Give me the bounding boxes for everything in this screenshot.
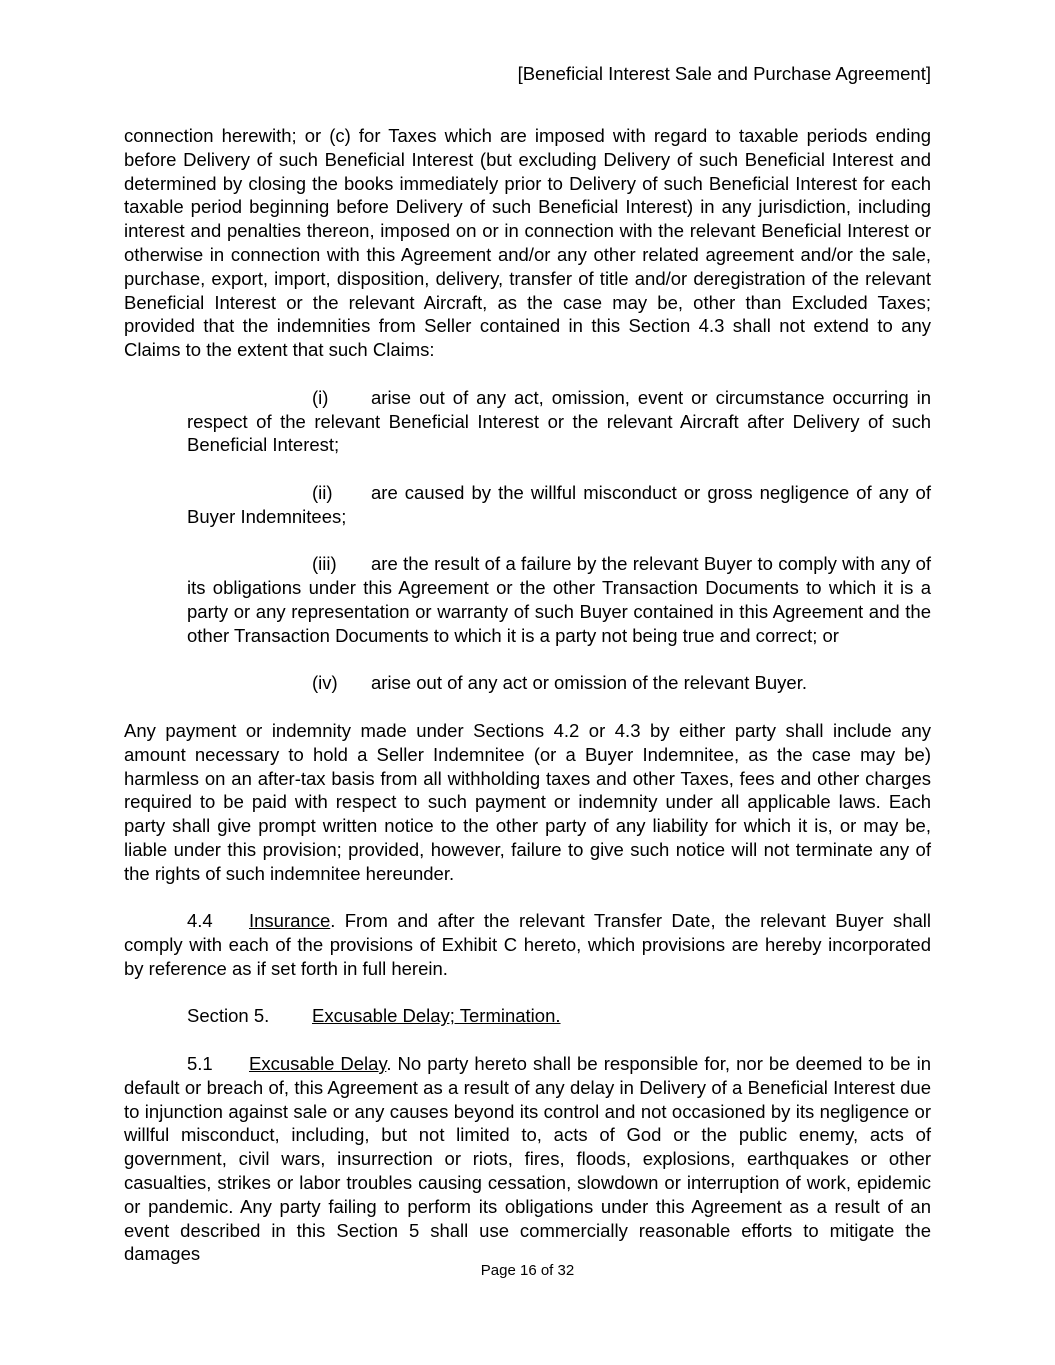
section-4-4 [124, 909, 931, 980]
section-5-heading [187, 1004, 931, 1028]
sub-item-text: arise out of any act or omission of the relevant Buyer. [371, 672, 808, 694]
sub-item-ii [187, 481, 931, 529]
sub-item-number: (iii) [312, 553, 337, 575]
sub-item-iii [187, 552, 931, 647]
sub-item-number: (ii) [312, 481, 333, 503]
sub-item-text: are caused by the willful misconduct or gross negligence of any of Buyer Indemnitees; [187, 481, 931, 527]
sub-item-text: are the result of a failure by the relevant Buyer to comply with any of its obligations under this Agreement or the other Transaction Documents to which it is a party or any representation or warranty of such Buyer contained in this Agreement and the other Transaction Documents to which it is a party not being true and correct; or [187, 553, 931, 646]
sub-item-iv [187, 671, 931, 695]
sub-item-text: arise out of any act, omission, event or circumstance occurring in respect of the relevant Beneficial Interest or the relevant Aircraft after Delivery of such Beneficial Interest; [187, 386, 931, 456]
section-heading: Excusable Delay [249, 1053, 387, 1075]
section-number: 5.1 [187, 1053, 213, 1075]
sub-item-number: (iv) [312, 672, 338, 694]
page-number: Page 16 of 32 [480, 1262, 575, 1279]
paragraph-payment-indemnity: Any payment or indemnity made under Sections 4.2 or 4.3 by either party shall include any amount necessary to hold a Seller Indemnitee (or a Buyer Indemnitee, as the case may be) harmless on an after-tax basis from all withholding taxes and other Taxes, fees and other charges required to be paid with respect to such payment or indemnity under all applicable laws. Each party shall give prompt written notice to the other party of any liability for which it is, or may be, liable under this provision; provided, however, failure to give such notice will not terminate any of the rights of such indemnitee hereunder. [124, 719, 931, 884]
sub-item-i [187, 386, 931, 457]
section-heading: Insurance [249, 910, 331, 932]
sub-item-number: (i) [312, 386, 329, 408]
section-number: 4.4 [187, 910, 213, 932]
document-header: [Beneficial Interest Sale and Purchase Agreement] [517, 63, 931, 84]
section-label: Section 5. [187, 1005, 270, 1027]
section-title: Excusable Delay; Termination. [312, 1005, 561, 1027]
section-5-1 [124, 1052, 931, 1266]
document-body [124, 124, 931, 1266]
section-text: . From and after the relevant Transfer Date, the relevant Buyer shall comply with each of the provisions of Exhibit C hereto, which provisions are hereby incorporated by reference as if set forth in full herein. [124, 910, 931, 979]
section-text: . No party hereto shall be responsible for, nor be deemed to be in default or breach of, this Agreement as a result of any delay in Delivery of a Beneficial Interest due to injunction against sale or any causes beyond its control and not occasioned by its negligence or willful misconduct, including, but not limited to, acts of God or the public enemy, acts of government, civil wars, insurrection or riots, fires, floods, explosions, earthquakes or other casualties, strikes or labor troubles causing cessation, slowdown or interruption of work, epidemic or pandemic. Any party failing to perform its obligations under this Agreement as a result of an event described in this Section 5 shall use commercially reasonable efforts to mitigate the damages [124, 1053, 931, 1265]
paragraph-indemnity-continuation: connection herewith; or (c) for Taxes which are imposed with regard to taxable periods ending before Delivery of such Beneficial Interest (but excluding Delivery of such Beneficial Interest and determined by closing the books immediately prior to Delivery of such Beneficial Interest for each taxable period beginning before Delivery of such Beneficial Interest) in any jurisdiction, including interest and penalties thereon, imposed on or in connection with the relevant Beneficial Interest or otherwise in connection with this Agreement and/or any other related agreement and/or the sale, purchase, export, import, disposition, delivery, transfer of title and/or deregistration of the relevant Beneficial Interest or the relevant Aircraft, as the case may be, other than Excluded Taxes; provided that the indemnities from Seller contained in this Section 4.3 shall not extend to any Claims to the extent that such Claims: [124, 125, 931, 361]
